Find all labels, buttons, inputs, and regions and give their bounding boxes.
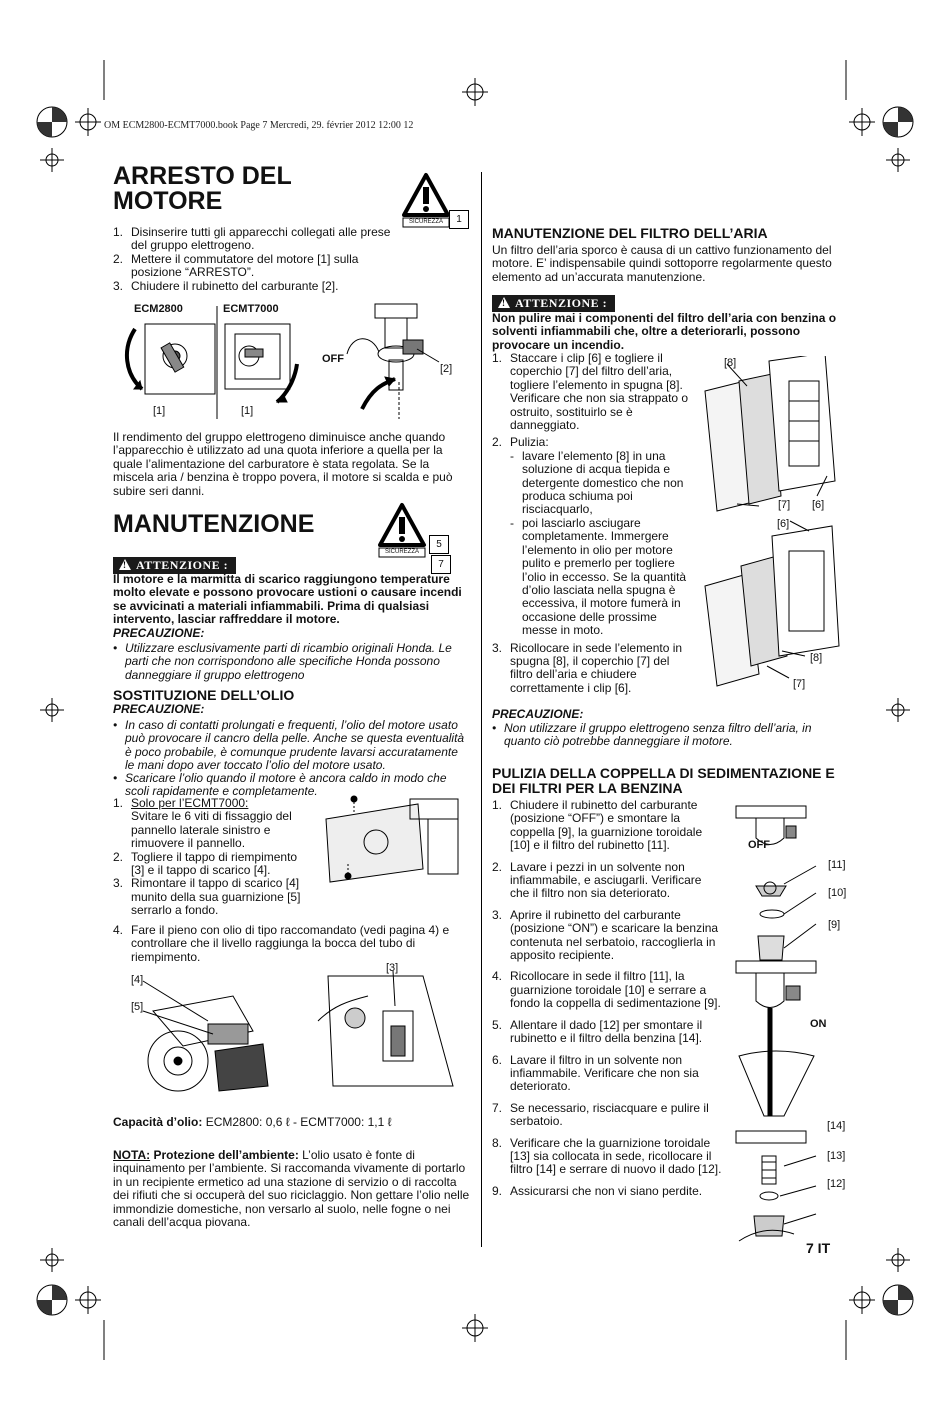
filtro-substep: - lavare l’elemento [8] in una soluzione di acqua tiepida e detergente domestico che non produca schiuma poi risciacquarlo, xyxy=(510,450,692,517)
warning-text: Il motore e la marmitta di scarico raggiungono temperature molto elevate e possono provocare ustioni o causare incendi se avvicinati a materiali infiammabili. Prima di qualsiasi intervento, lasciar raffreddare il motore. xyxy=(113,572,462,627)
page-number: 7 IT xyxy=(806,1240,831,1256)
arresto-step: 2. Mettere il commutatore del motore [1] sulla posizione “ARRESTO”. xyxy=(113,251,359,280)
precauzione-item: • In caso di contatti prolungati e frequenti, l’olio del motore usato può provocare il cancro della pelle. Anche se questa eventualità è poco probabile, è comunque prudente lavarsi accuratamente le mani dopo aver toccato l’olio del motore usato. xyxy=(113,719,470,773)
running-header: OM ECM2800-ECMT7000.book Page 7 Mercredi, 29. février 2012 12:00 12 xyxy=(104,120,414,131)
arresto-step: 3. Chiudere il rubinetto del carburante [2]. xyxy=(113,278,339,293)
ref-boxes: 57 xyxy=(429,534,470,574)
filtro-substep: - poi lasciarlo asciugare completamente. Immergere l’elemento in olio per motore pulito e premerlo per togliere l’olio in eccesso. Se la quantità d’olio lasciata nella spugna è eccessiva, il motore fumerà in occasione delle prossime messe in moto. xyxy=(510,517,692,638)
pulizia-step: 6. Lavare il filtro in un solvente non infiammabile. Verificare che non sia deteriorato. xyxy=(492,1052,699,1094)
environment-note: NOTA: Protezione dell’ambiente: L’olio usato è fonte di inquinamento per l’ambiente. Si raccomanda vivamente di portarlo in un recipiente ermetico ad una stazione di servizio o di raccolta dei rifiuti che si occuperà del suo riciclaggio. Non gettare l’olio nelle immondizie domestiche, non versarlo al suolo, nelle fogne o nei canali dell’acqua piovana. xyxy=(113,1148,470,1230)
precauzione-item: • Scaricare l’olio quando il motore è ancora caldo in modo che scoli rapidamente e completamente. xyxy=(113,772,470,799)
filtro-step: 1. Staccare i clip [6] e togliere il coperchio [7] del filtro dell’aria, togliere l’elemento in spugna [8]. Verificare che non sia strappato o ostruito, sostituirlo se è danneggiato. xyxy=(492,351,689,433)
filtro-steps xyxy=(492,352,692,695)
fig-label-on: ON xyxy=(810,1018,827,1030)
fig-label-ref: [14] xyxy=(827,1120,846,1132)
fig-label-ref: [11] xyxy=(828,859,846,871)
pulizia-step: 8. Verificare che la guarnizione toroidale [13] sia collocata in sede, ricollocare il filtro [14] e serrare di nuovo il dado [12]. xyxy=(492,1135,722,1177)
fig-label-ref: [1] xyxy=(153,405,166,417)
pulizia-step: 9. Assicurarsi che non vi siano perdite. xyxy=(492,1183,703,1198)
sicurezza-label: SICUREZZA xyxy=(384,549,419,555)
fig-label-ref: [8] xyxy=(810,652,823,664)
pulizia-step: 5. Allentare il dado [12] per smontare il rubinetto e il filtro della benzina [14]. xyxy=(492,1017,703,1046)
arresto-step: 1. Disinserire tutti gli apparecchi collegati alle prese del gruppo elettrogeno. xyxy=(113,225,391,253)
fig-label-off: OFF xyxy=(322,353,344,365)
attenzione-badge: !ATTENZIONE : xyxy=(492,294,615,312)
precauzione-heading: PRECAUZIONE: xyxy=(113,702,205,716)
fig-label-ref: [6] xyxy=(777,518,790,530)
olio-step: 3. Rimontare il tappo di scarico [4] munito della sua guarnizione [5] serrarlo a fondo. xyxy=(113,876,301,918)
section-title-manutenzione: MANUTENZIONE xyxy=(113,510,315,538)
olio-steps-cont xyxy=(113,924,458,964)
fig-label-ref: [4] xyxy=(131,974,144,986)
sicurezza-label: SICUREZZA xyxy=(408,219,443,225)
right-column xyxy=(492,225,847,1198)
fig-label-ecmt7000: ECMT7000 xyxy=(223,303,279,315)
fig-label-ref: [1] xyxy=(241,405,254,417)
pulizia-step: 4. Ricollocare in sede il filtro [11], la guarnizione toroidale [10] e serrare a fondo la coppella di sedimentazione [9]. xyxy=(492,969,721,1011)
safety-warning-icon xyxy=(377,502,427,563)
fig-label-ref: [12] xyxy=(827,1178,846,1190)
fig-label-ref: [5] xyxy=(131,1001,144,1013)
filtro-intro: Un filtro dell’aria sporco è causa di un cattivo funzionamento del motore. E’ indispensabile quindi sottoporre regolarmente questo elemento ad un’accurata manutenzione. xyxy=(492,243,832,284)
warning-text: Non pulire mai i componenti del filtro dell’aria con benzina o solventi infiammabili che, oltre a deteriorarli, possono provocare un incendio. xyxy=(492,311,837,352)
precauzione-item: • Non utilizzare il gruppo elettrogeno senza filtro dell’aria, in quanto ciò potrebbe danneggiare il motore. xyxy=(492,722,849,749)
olio-steps xyxy=(113,797,313,918)
pulizia-step: 3. Aprire il rubinetto del carburante (posizione “ON”) e scaricare la benzina contenuta nel serbatoio, raccoglierla in apposito recipiente. xyxy=(492,907,719,963)
oil-drain-illustration xyxy=(123,966,468,1096)
fig-label-ref: [6] xyxy=(812,499,825,511)
attenzione-badge: !ATTENZIONE : xyxy=(113,556,236,574)
pulizia-step: 7. Se necessario, risciacquare e pulire il serbatoio. xyxy=(492,1100,709,1129)
air-filter-illustration xyxy=(697,356,842,696)
fig-label-ref: [9] xyxy=(828,919,841,931)
pulizia-step: 1. Chiudere il rubinetto del carburante (posizione “OFF”) e smontare la coppella [9], la guarnizione toroidale [10] e il filtro del rubinetto [11]. xyxy=(492,798,703,853)
section-title-pulizia: PULIZIA DELLA COPPELLA DI SEDIMENTAZIONE E DEI FILTRI PER LA BENZINA xyxy=(492,765,835,796)
pulizia-steps xyxy=(492,799,724,1198)
fig-label-ref: [13] xyxy=(827,1150,846,1162)
precauzione-heading: PRECAUZIONE: xyxy=(492,707,584,721)
side-panel-illustration xyxy=(318,794,468,884)
fig-label-off: OFF xyxy=(748,839,770,851)
fig-label-ref: [7] xyxy=(793,678,806,690)
filtro-step: 2. Pulizia: - lavare l’elemento [8] in una soluzione di acqua tiepida e detergente domestico che non produca schiuma poi risciacquarlo, - poi lasciarlo asciugare completamente. Immergere l’elemento in olio per motore pulito e premerlo per togliere l’olio in eccesso. Se la quantità d’olio lasciata nella spugna è eccessiva, il motore fumerà in occasione delle prossime messe in moto. xyxy=(492,436,692,637)
fig-label-ref: [8] xyxy=(724,357,737,369)
pulizia-step: 2. Lavare i pezzi in un solvente non infiammabile, e asciugarli. Verificare che il filtro non sia deteriorato. xyxy=(492,859,702,901)
olio-step: 4. Fare il pieno con olio di tipo raccomandato (vedi pagina 4) e controllare che il livello raggiunga la bocca del tubo di riempimento. xyxy=(113,923,450,964)
olio-step: 1. Solo per l’ECMT7000: Svitare le 6 viti di fissaggio del pannello laterale sinistro e rimuovere il pannello. xyxy=(113,796,292,851)
section-title-filtro: MANUTENZIONE DEL FILTRO DELL’ARIA xyxy=(492,225,768,241)
ref-box-1: 1 xyxy=(449,209,469,229)
altitude-note: Il rendimento del gruppo elettrogeno diminuisce anche quando l’apparecchio è utilizzato ad una quota inferiore a quella per la quale l’alimentazione del carburatore è stata regolata. Se la miscela aria / benzina è troppo povera, il motore si scalda e può subire seri danni. xyxy=(113,430,453,498)
safety-warning-icon xyxy=(401,172,451,233)
fig-label-ref: [7] xyxy=(778,499,791,511)
oil-capacity: Capacità d’olio: ECM2800: 0,6 ℓ - ECMT7000: 1,1 ℓ xyxy=(113,1115,392,1129)
section-title-arresto: ARRESTO DEL MOTORE xyxy=(113,162,292,215)
fig-label-ref: [3] xyxy=(386,962,399,974)
left-column xyxy=(113,162,470,1230)
precauzione-heading: PRECAUZIONE: xyxy=(113,626,205,640)
precauzione-item: • Utilizzare esclusivamente parti di ricambio originali Honda. Le parti che non corrispondono alle specifiche Honda possono danneggiare il gruppo elettrogeno xyxy=(113,642,470,682)
section-title-olio: SOSTITUZIONE DELL’OLIO xyxy=(113,687,295,703)
column-divider xyxy=(481,172,482,1247)
fig-label-ref: [2] xyxy=(440,363,453,375)
arresto-steps xyxy=(113,226,403,293)
filtro-step: 3. Ricollocare in sede l’elemento in spugna [8], il coperchio [7] del filtro dell’aria e chiudere correttamente i clip [6]. xyxy=(492,640,683,695)
olio-step: 2. Togliere il tappo di riempimento [3] e il tappo di scarico [4]. xyxy=(113,849,298,878)
fig-label-ref: [10] xyxy=(828,887,847,899)
fig-label-ecm2800: ECM2800 xyxy=(134,303,183,315)
